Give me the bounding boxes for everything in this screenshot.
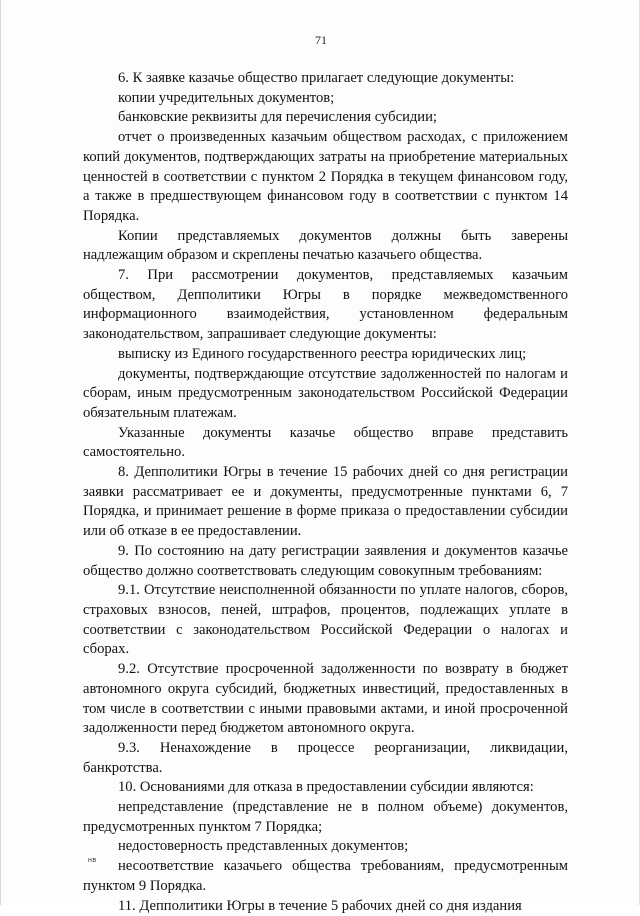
- paragraph-7-note: Указанные документы казачье общество вправе представить самостоятельно.: [83, 424, 568, 461]
- paragraph-7-item-1: выписку из Единого государственного реестра юридических лиц;: [118, 345, 527, 362]
- paragraph-7-item-2: документы, подтверждающие отсутствие задолженностей по налогам и сборам, иным предусмотренным законодательством Российской Федерации обязательным платежам.: [83, 365, 568, 421]
- paragraph-8: 8. Депполитики Югры в течение 15 рабочих дней со дня регистрации заявки рассматривает ее и документы, предусмотренные пунктами 6, 7 Порядка, и принимает решение в форме приказа о предоставлении субсидии или об отказе в ее предоставлении.: [83, 464, 568, 540]
- paragraph-6-note: Копии представляемых документов должны быть заверены надлежащим образом и скреплены печатью казачьего общества.: [83, 227, 568, 264]
- paragraph-6-item-1: копии учредительных документов;: [118, 89, 335, 106]
- paragraph-10-item-3: несоответствие казачьего общества требованиям, предусмотренным пунктом 9 Порядка.: [83, 858, 568, 894]
- paragraph-7: 7. При рассмотрении документов, представляемых казачьим обществом, Депполитики Югры в порядке межведомственного информационного взаимодействия, установленном федеральным законодательством, запрашивает следующие документы:: [83, 267, 568, 343]
- paragraph-6-item-2: банковские реквизиты для перечисления субсидии;: [118, 109, 437, 126]
- document-body: [83, 69, 568, 916]
- paragraph-11: 11. Депполитики Югры в течение 5 рабочих дней со дня издания: [118, 897, 522, 914]
- paragraph-6: 6. К заявке казачье общество прилагает следующие документы:: [118, 70, 515, 86]
- paragraph-9: 9. По состоянию на дату регистрации заявления и документов казачье общество должно соответствовать следующим совокупным требованиям:: [83, 542, 568, 579]
- paragraph-10: 10. Основаниями для отказа в предоставлении субсидии являются:: [118, 779, 534, 796]
- footer-mark: нв: [88, 857, 97, 864]
- paragraph-10-item-1: непредставление (представление не в полном объеме) документов, предусмотренных пунктом 7 Порядка;: [83, 799, 568, 835]
- paragraph-10-item-2: недостоверность представленных документов;: [118, 838, 409, 855]
- paragraph-9-3: 9.3. Ненахождение в процессе реорганизации, ликвидации, банкротства.: [83, 739, 568, 776]
- paragraph-9-1: 9.1. Отсутствие неисполненной обязанности по уплате налогов, сборов, страховых взносов, пеней, штрафов, процентов, подлежащих уплате в соответствии с законодательством Российской Федерации о налогах и сборах.: [83, 582, 568, 658]
- page-number: 71: [315, 33, 327, 47]
- paragraph-6-item-3: отчет о произведенных казачьим обществом расходах, с приложением копий документов, подтверждающих затраты на приобретение материальных ценностей в соответствии с пунктом 2 Порядка в текущем финансовом году, а также в предшествующем финансовом году в соответствии с пунктом 14 Порядка.: [83, 129, 568, 224]
- paragraph-9-2: 9.2. Отсутствие просроченной задолженности по возврату в бюджет автономного округа субсидий, бюджетных инвестиций, предоставленных в том числе в соответствии с иными правовыми актами, и иной просроченной задолженности перед бюджетом автономного округа.: [83, 661, 568, 737]
